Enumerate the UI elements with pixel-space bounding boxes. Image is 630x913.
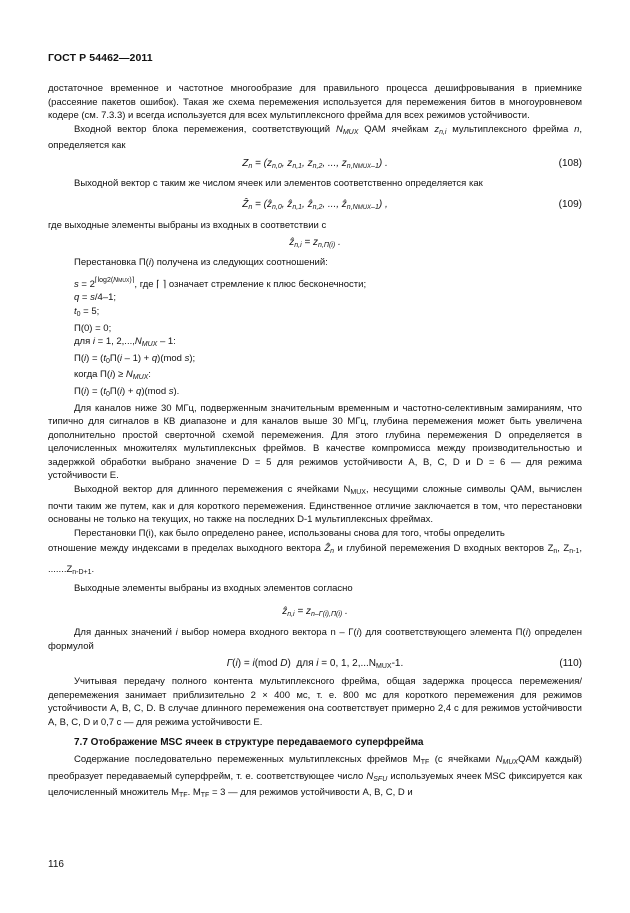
equation-109 (48, 191, 582, 219)
paragraph-delay: Учитывая передачу полного контента мультиплексного фрейма, общая задержка процесса перемежения/деперемежения занимает приблизительно 2 × 400 мс, т. е. 800 мс для короткого перемежения для режимов устойчивости А, В, С, D. В случае длинного перемежения она соответствует примерно 2,4 с для режимов устойчивости А, В, С, D и 0,7 с — для режима устойчивости Е. (48, 676, 582, 728)
equation-109-number: (109) (558, 198, 582, 210)
equation-108-number: (108) (558, 157, 582, 169)
equation-109-formula: Ẑ$_n$ = (ẑ$_{n,0}$, ẑ$_{n,1}$, ẑ$_{n,2}$, ..., ẑ$_{n,NMUX-1}$) , (242, 198, 388, 211)
paragraph-permutation: Перестановка Π(i) получена из следующих соотношений: (74, 257, 328, 269)
document-body (48, 82, 582, 803)
equation-110-number: (110) (559, 658, 582, 670)
paragraph-output-vector: Выходной вектор с таким же числом ячеек или элементов соответственно определяется как (74, 177, 483, 189)
paragraph-gamma: Для данных значений i выбор номера входного вектора n – Γ(i) для соответствующего элемента Π(i) определен формулой (48, 627, 582, 652)
section-title: 7.7 Отображение MSC ячеек в структуре передаваемого суперфрейма (74, 736, 424, 748)
equation-selection-formula: ẑ$_{n,i}$ = $z_{n,\Pi(i)}$ . (289, 237, 341, 250)
paragraph-depth: Для каналов ниже 30 МГц, подверженным значительным временным и частотно-селективным замираниям, что типично для сигналов в КВ диапазоне и для каналов выше 30 МГц, глубина перемежения может быть увеличена дополнительно простой сверточной схемой перемежения. Для этого глубина перемежения D определяется в целочисленных множителях мультиплексных фреймов. В качестве компромисса между производительностью и задержкой обработки выбрано значение D = 5 для режимов устойчивости А, В, С, D и D = 6 — для режима устойчивости Е. (48, 402, 582, 482)
paragraph-superframe: Содержание последовательно перемеженных мультиплексных фреймов $M_{TF}$ (с ячейками $N_{MUX}QAM$ каждый) преобразует передаваемый суперфрейм, т. е. соответствующее число $N_{SFU}$ используемых ячеек MSC фиксируется как целочисленный множитель $M_{TF}$. $M_{TF} = 3$ — для режимов устойчивости А, В, С, D и (48, 754, 582, 800)
equation-selection-long (48, 596, 582, 626)
equation-108-formula: $Z_n = (z_{n,0}$, $z_{n,1}$, $z_{n,2}$, ..., $z_{n,NMUX-1}$) . (242, 157, 388, 170)
relation-q: q = s/4–1; (74, 292, 117, 304)
relation-pi0: Π(0) = 0; (74, 322, 112, 334)
relation-s: $s = 2^{⌈log2(NMUX)⌉}$, где ⌈ ⌉ означает стремление к плюс бесконечности; (74, 276, 367, 290)
equation-110 (48, 653, 582, 675)
paragraph-selection: где выходные элементы выбраны из входных в соответствии с (48, 219, 327, 231)
paragraph-output-elements: Выходные элементы выбраны из входных элементов согласно (74, 583, 353, 595)
paragraph-input-vector: Входной вектор блока перемежения, соответствующий $N_{MUX}$ QAM ячейкам $z_{n,i}$ мультиплексного фрейма n, определяется как (48, 123, 583, 152)
paragraph-long-interleaving: Выходной вектор для длинного перемежения с ячейками $N_{MUX}$, несущими сложные символы QAM, вычислен почти таким же путем, как и для короткого перемежения. Единственное отличие заключается в том, что перестановки основаны не только на текущих, но также на последних D-1 мультиплексных фреймах. (48, 484, 583, 526)
standard-header: ГОСТ Р 54462—2011 (48, 52, 153, 64)
relation-when: когда $\Pi(i) \ge N_{MUX}$: (74, 369, 151, 382)
equation-selection-long-formula: ẑ$_{n,i}$ = $z_{n-\Gamma(i),\Pi(i)}$ . (282, 606, 348, 619)
relation-pi: $\Pi(i) = (t_0\Pi(i - 1) + q)(mod$ s); (74, 352, 196, 365)
relation-t0: $t_0 = 5$; (74, 305, 100, 318)
equation-110-formula: Г(i) = i(mod D) для i = 0, 1, $2,...N_{MUX}-1$. (226, 658, 404, 671)
paragraph-permutations-again: Перестановки Π(i), как было определено ранее, использованы снова для того, чтобы определить (74, 527, 505, 539)
paragraph-index-relation: отношение между индексами в пределах выходного вектора Ẑ$_n$ и глубиной перемежения D входных векторов $Z_n$, $Z_{n-1}$, $.......Z_{n-D+1}$. (48, 543, 582, 577)
equation-108 (48, 153, 582, 177)
relation-for: для i = 1, $2,...,N_{MUX} - 1$: (74, 336, 176, 349)
page-number: 116 (48, 859, 64, 870)
relation-pi2: $\Pi(i) = (t_0\Pi(i) + q)(mod$ s). (74, 385, 180, 398)
equation-selection (48, 232, 582, 256)
paragraph-intro: достаточное временное и частотное многообразие для правильного процесса дешифровывания в приемнике (рассеяние пакетов ошибок). Такая же схема перемежения используется для перемежения битов в многоуровневом кодере (см. 7.3.3) и всегда используется для всех мультиплексного фрейма для всех режимов устойчивости. (48, 83, 582, 122)
